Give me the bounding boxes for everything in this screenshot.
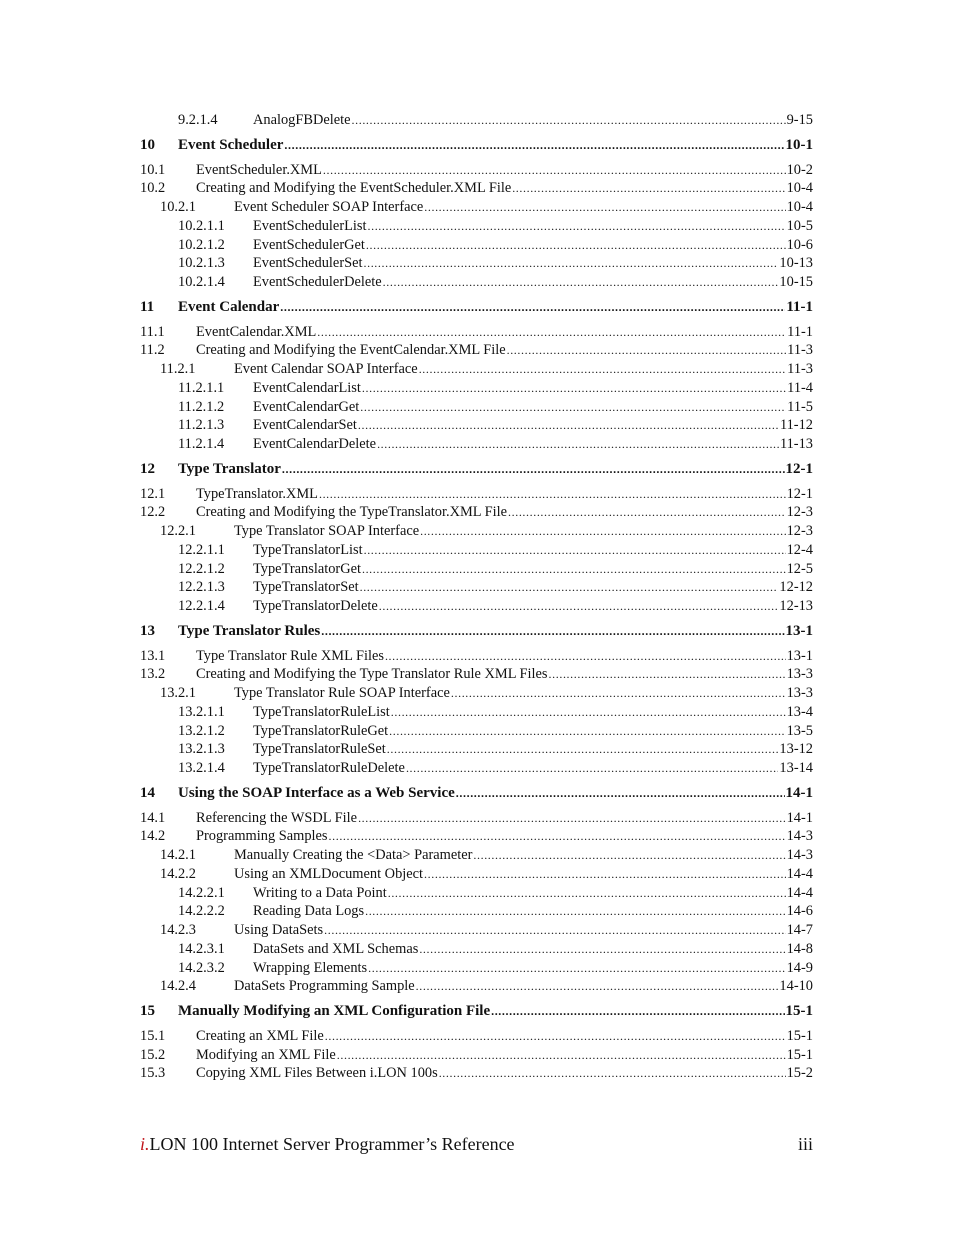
toc-entry[interactable]	[140, 940, 813, 959]
toc-entry-page: 12-3	[786, 504, 813, 521]
toc-entry-title: Reading Data Logs	[253, 903, 365, 920]
toc-dot-leader	[364, 254, 779, 273]
toc-entry-number: 11.2.1.4	[178, 436, 225, 452]
toc-entry-title: EventSchedulerGet	[253, 236, 365, 253]
toc-entry[interactable]	[140, 416, 813, 435]
toc-entry[interactable]	[140, 398, 813, 417]
toc-dot-leader	[383, 273, 779, 292]
toc-entry[interactable]	[140, 809, 813, 828]
footer-page-number: iii	[797, 1134, 813, 1154]
toc-entry[interactable]	[140, 179, 813, 198]
toc-entry[interactable]	[140, 597, 813, 616]
toc-entry-title: Creating an XML File	[196, 1027, 324, 1044]
toc-entry[interactable]	[140, 379, 813, 398]
toc-entry-title: EventCalendarDelete	[253, 436, 377, 452]
toc-entry-page: 11-12	[779, 417, 813, 434]
toc-entry-title: Event Scheduler	[178, 136, 284, 153]
toc-entry-page: 13-4	[786, 703, 813, 720]
toc-dot-leader	[473, 846, 785, 865]
toc-entry-title: Using an XMLDocument Object	[234, 865, 424, 882]
footer-title-text: LON 100 Internet Server Programmer’s Reference	[149, 1134, 515, 1154]
toc-dot-leader	[319, 485, 786, 504]
toc-entry-title: Modifying an XML File	[196, 1046, 336, 1063]
toc-entry-title: Referencing the WSDL File	[196, 809, 358, 826]
toc-entry-number: 10.2.1.3	[178, 255, 225, 272]
toc-entry-page: 12-12	[779, 579, 813, 596]
toc-entry-number: 14.2.3	[160, 922, 196, 938]
toc-entry[interactable]	[140, 236, 813, 255]
toc-entry[interactable]	[140, 921, 813, 940]
toc-entry-number: 14.2.4	[160, 978, 196, 995]
toc-chapter-entry[interactable]	[140, 622, 813, 641]
toc-entry-title: Event Calendar SOAP Interface	[234, 361, 418, 377]
toc-entry-number: 13.2.1.2	[178, 722, 225, 739]
toc-dot-leader	[549, 665, 786, 684]
toc-entry-title: EventSchedulerSet	[253, 255, 363, 272]
toc-entry-page: 12-1	[786, 485, 813, 502]
toc-entry-title: EventCalendarList	[253, 379, 361, 396]
toc-entry[interactable]	[140, 254, 813, 273]
toc-entry-page: 14-3	[786, 828, 813, 845]
toc-dot-leader	[365, 902, 786, 921]
toc-entry-page: 9-15	[786, 112, 813, 128]
toc-entry-number: 12	[140, 460, 155, 477]
toc-entry-page: 13-5	[786, 722, 813, 739]
toc-entry-number: 13.2.1.3	[178, 741, 225, 758]
toc-entry-page: 10-2	[786, 161, 813, 178]
toc-entry-number: 14.2.2	[160, 865, 196, 882]
toc-chapter-entry[interactable]	[140, 298, 813, 317]
toc-dot-leader	[366, 236, 786, 255]
toc-entry[interactable]	[140, 1064, 813, 1083]
toc-dot-leader	[368, 217, 786, 236]
toc-entry-title: Using DataSets	[234, 922, 324, 938]
toc-entry-number: 15	[140, 1003, 155, 1019]
toc-dot-leader	[368, 959, 785, 978]
toc-chapter-entry[interactable]	[140, 136, 813, 155]
toc-chapter-entry[interactable]	[140, 1002, 813, 1021]
toc-dot-leader	[385, 647, 786, 666]
toc-entry-page: 14-4	[786, 865, 813, 882]
toc-entry-title: EventScheduler.XML	[196, 161, 322, 178]
toc-entry-number: 11.2.1.3	[178, 417, 225, 434]
toc-entry-page: 14-4	[786, 884, 813, 901]
toc-entry[interactable]	[140, 273, 813, 292]
toc-entry-number: 14.2.3.1	[178, 940, 225, 957]
toc-entry[interactable]	[140, 503, 813, 522]
toc-entry-number: 12.2.1.1	[178, 541, 225, 558]
toc-entry-title: DataSets and XML Schemas	[253, 940, 419, 957]
toc-entry-page: 14-9	[786, 959, 813, 976]
toc-entry-title: AnalogFBDelete	[253, 112, 351, 128]
toc-entry[interactable]	[140, 665, 813, 684]
toc-entry-page: 13-3	[786, 685, 813, 701]
toc-entry-page: 13-3	[786, 666, 813, 683]
toc-entry-title: Event Calendar	[178, 298, 280, 315]
toc-entry-title: Type Translator	[178, 460, 281, 477]
toc-entry[interactable]	[140, 740, 813, 759]
toc-entry[interactable]	[140, 522, 813, 541]
toc-dot-leader	[387, 740, 779, 759]
toc-dot-leader	[439, 1064, 786, 1083]
toc-entry-title: Creating and Modifying the EventScheduler.XML File	[196, 180, 512, 197]
toc-entry-number: 14	[140, 784, 155, 801]
toc-entry-number: 12.2.1	[160, 523, 196, 539]
toc-entry-number: 14.1	[140, 809, 166, 826]
toc-entry-title: Event Scheduler SOAP Interface	[234, 199, 424, 215]
toc-entry-page: 12-4	[786, 541, 813, 558]
toc-entry-page: 13-12	[779, 741, 813, 758]
toc-dot-leader	[419, 940, 785, 959]
toc-entry[interactable]	[140, 435, 813, 454]
toc-entry-page: 14-10	[779, 978, 813, 995]
toc-dot-leader	[507, 341, 787, 360]
toc-entry[interactable]	[140, 578, 813, 597]
toc-entry[interactable]	[140, 902, 813, 921]
toc-entry[interactable]	[140, 1027, 813, 1046]
toc-entry-page: 11-5	[787, 398, 813, 415]
toc-entry-number: 12.2.1.3	[178, 579, 225, 596]
toc-entry-number: 13.2.1	[160, 685, 196, 701]
toc-dot-leader	[377, 435, 779, 454]
toc-dot-leader	[379, 597, 779, 616]
toc-entry-page: 14-1	[786, 809, 813, 826]
toc-entry[interactable]	[140, 959, 813, 978]
toc-dot-leader	[406, 759, 778, 778]
toc-entry-title: EventSchedulerList	[253, 217, 367, 234]
toc-entry[interactable]	[140, 541, 813, 560]
toc-entry-page: 11-1	[786, 298, 813, 315]
toc-entry-page: 15-1	[786, 1046, 813, 1063]
table-of-contents	[140, 111, 813, 1083]
toc-entry[interactable]	[140, 977, 813, 996]
toc-entry-page: 15-1	[785, 1003, 813, 1019]
toc-entry-number: 11.2.1.1	[178, 379, 225, 396]
toc-entry-number: 10.2	[140, 180, 166, 197]
toc-dot-leader	[512, 179, 785, 198]
toc-entry-number: 10.1	[140, 161, 166, 178]
toc-dot-leader	[352, 111, 786, 130]
toc-entry-title: DataSets Programming Sample	[234, 978, 415, 995]
toc-entry-number: 13.2.1.1	[178, 703, 225, 720]
toc-dot-leader	[364, 541, 786, 560]
toc-entry-number: 14.2.3.2	[178, 959, 225, 976]
toc-entry[interactable]	[140, 884, 813, 903]
toc-dot-leader	[451, 684, 786, 703]
toc-entry-page: 11-4	[787, 379, 813, 396]
toc-entry-number: 10.2.1.2	[178, 236, 225, 253]
toc-dot-leader	[424, 865, 786, 884]
toc-entry[interactable]	[140, 827, 813, 846]
toc-dot-leader	[362, 379, 786, 398]
toc-dot-leader	[337, 1046, 786, 1065]
toc-entry-number: 14.2.1	[160, 847, 196, 863]
toc-entry-number: 11	[140, 298, 155, 315]
toc-entry-page: 14-1	[785, 784, 813, 801]
toc-entry-page: 14-7	[786, 922, 813, 938]
toc-entry-page: 14-3	[786, 847, 813, 863]
toc-entry-title: TypeTranslator.XML	[196, 485, 318, 502]
toc-entry-title: TypeTranslatorDelete	[253, 598, 378, 614]
toc-entry-page: 15-1	[786, 1027, 813, 1044]
toc-dot-leader	[325, 1027, 786, 1046]
toc-entry-title: Creating and Modifying the TypeTranslator.XML File	[196, 504, 508, 521]
toc-entry-title: Manually Modifying an XML Configuration File	[178, 1003, 491, 1019]
toc-entry[interactable]	[140, 360, 813, 379]
toc-entry-title: Type Translator Rule XML Files	[196, 647, 384, 664]
toc-entry-title: Writing to a Data Point	[253, 884, 387, 901]
toc-entry-page: 10-5	[786, 217, 813, 234]
footer-brand-i: i.	[140, 1134, 150, 1154]
toc-entry-title: EventCalendarGet	[253, 398, 360, 415]
toc-entry-page: 10-6	[786, 236, 813, 253]
toc-entry-page: 12-5	[786, 560, 813, 577]
toc-entry-page: 13-1	[786, 647, 813, 664]
toc-entry-title: Using the SOAP Interface as a Web Service	[178, 784, 455, 801]
toc-entry-page: 12-13	[779, 598, 813, 614]
toc-entry-title: TypeTranslatorRuleSet	[253, 741, 386, 758]
toc-entry-number: 12.2	[140, 504, 166, 521]
toc-entry[interactable]	[140, 684, 813, 703]
toc-entry-title: Type Translator Rule SOAP Interface	[234, 685, 450, 701]
toc-entry-number: 14.2.2.1	[178, 884, 225, 901]
toc-entry[interactable]	[140, 865, 813, 884]
toc-entry-page: 10-1	[785, 136, 813, 153]
toc-entry[interactable]	[140, 111, 813, 130]
toc-entry-title: TypeTranslatorRuleGet	[253, 722, 389, 739]
toc-entry-title: Type Translator Rules	[178, 622, 321, 639]
toc-entry-number: 13.1	[140, 647, 166, 664]
toc-entry[interactable]	[140, 560, 813, 579]
toc-dot-leader	[508, 503, 786, 522]
toc-entry-page: 11-3	[787, 342, 813, 359]
toc-dot-leader	[391, 703, 786, 722]
toc-entry[interactable]	[140, 703, 813, 722]
toc-dot-leader	[329, 827, 786, 846]
toc-entry-number: 15.2	[140, 1046, 166, 1063]
toc-entry-number: 10.2.1	[160, 199, 196, 215]
toc-entry[interactable]	[140, 198, 813, 217]
toc-dot-leader	[358, 809, 786, 828]
toc-dot-leader	[282, 460, 785, 479]
toc-entry-page: 15-2	[786, 1065, 813, 1082]
toc-dot-leader	[424, 198, 785, 217]
toc-dot-leader	[360, 578, 779, 597]
toc-dot-leader	[280, 298, 785, 317]
toc-entry-page: 10-13	[779, 255, 813, 272]
toc-entry-title: Manually Creating the <Data> Parameter	[234, 847, 473, 863]
toc-dot-leader	[323, 161, 786, 180]
toc-entry[interactable]	[140, 161, 813, 180]
toc-entry-number: 11.1	[140, 323, 165, 340]
toc-dot-leader	[284, 136, 784, 155]
page-footer	[140, 1134, 813, 1155]
toc-entry-page: 11-13	[779, 436, 813, 452]
toc-entry-title: TypeTranslatorRuleDelete	[253, 760, 405, 776]
toc-dot-leader	[321, 622, 784, 641]
toc-dot-leader	[416, 977, 779, 996]
toc-entry-number: 10.2.1.1	[178, 217, 225, 234]
toc-entry-number: 14.2	[140, 828, 166, 845]
toc-dot-leader	[358, 416, 779, 435]
toc-entry[interactable]	[140, 217, 813, 236]
toc-entry-title: Creating and Modifying the Type Translator Rule XML Files	[196, 666, 548, 683]
toc-entry[interactable]	[140, 341, 813, 360]
toc-entry-number: 9.2.1.4	[178, 112, 218, 128]
toc-chapter-entry[interactable]	[140, 460, 813, 479]
toc-entry-number: 13.2	[140, 666, 166, 683]
toc-entry-title: TypeTranslatorList	[253, 541, 363, 558]
toc-entry-number: 15.1	[140, 1027, 166, 1044]
toc-entry[interactable]	[140, 1046, 813, 1065]
toc-entry-number: 13.2.1.4	[178, 760, 225, 776]
toc-entry-title: EventCalendarSet	[253, 417, 357, 434]
toc-entry-page: 10-4	[786, 199, 813, 215]
toc-entry-number: 10	[140, 136, 155, 153]
toc-chapter-entry[interactable]	[140, 784, 813, 803]
toc-entry[interactable]	[140, 323, 813, 342]
toc-entry[interactable]	[140, 722, 813, 741]
toc-dot-leader	[360, 398, 786, 417]
toc-entry-number: 12.2.1.2	[178, 560, 225, 577]
toc-entry-page: 10-4	[786, 180, 813, 197]
toc-entry-page: 12-3	[786, 523, 813, 539]
toc-dot-leader	[456, 784, 785, 803]
toc-entry-page: 13-14	[779, 760, 813, 776]
toc-entry-number: 10.2.1.4	[178, 274, 225, 290]
toc-entry-page: 13-1	[785, 622, 813, 639]
footer-title	[140, 1134, 515, 1155]
toc-entry-page: 14-8	[786, 940, 813, 957]
toc-entry-number: 11.2.1	[160, 361, 196, 377]
toc-entry[interactable]	[140, 647, 813, 666]
toc-entry-page: 12-1	[785, 460, 813, 477]
toc-entry-title: EventCalendar.XML	[196, 323, 317, 340]
toc-entry-title: Copying XML Files Between i.LON 100s	[196, 1065, 438, 1082]
toc-entry-number: 11.2	[140, 342, 165, 359]
toc-entry-title: Wrapping Elements	[253, 959, 368, 976]
toc-entry-page: 11-3	[787, 361, 813, 377]
toc-entry-page: 10-15	[779, 274, 813, 290]
toc-dot-leader	[388, 884, 786, 903]
toc-entry-number: 13	[140, 622, 155, 639]
toc-entry[interactable]	[140, 846, 813, 865]
toc-entry-page: 11-1	[787, 323, 813, 340]
toc-entry-number: 15.3	[140, 1065, 166, 1082]
toc-dot-leader	[317, 323, 786, 342]
toc-entry-title: TypeTranslatorGet	[253, 560, 361, 577]
toc-dot-leader	[491, 1002, 784, 1021]
toc-dot-leader	[324, 921, 785, 940]
toc-entry-number: 12.2.1.4	[178, 598, 225, 614]
toc-entry-title: TypeTranslatorRuleList	[253, 703, 390, 720]
toc-entry-title: EventSchedulerDelete	[253, 274, 382, 290]
toc-entry-number: 11.2.1.2	[178, 398, 225, 415]
toc-dot-leader	[389, 722, 785, 741]
toc-entry-title: Programming Samples	[196, 828, 328, 845]
toc-entry-number: 14.2.2.2	[178, 903, 225, 920]
toc-entry-number: 12.1	[140, 485, 166, 502]
toc-entry-page: 14-6	[786, 903, 813, 920]
toc-entry[interactable]	[140, 485, 813, 504]
toc-entry[interactable]	[140, 759, 813, 778]
toc-entry-title: TypeTranslatorSet	[253, 579, 359, 596]
toc-dot-leader	[362, 560, 786, 579]
toc-dot-leader	[420, 522, 786, 541]
toc-dot-leader	[419, 360, 786, 379]
toc-entry-title: Creating and Modifying the EventCalendar.XML File	[196, 342, 506, 359]
toc-entry-title: Type Translator SOAP Interface	[234, 523, 420, 539]
